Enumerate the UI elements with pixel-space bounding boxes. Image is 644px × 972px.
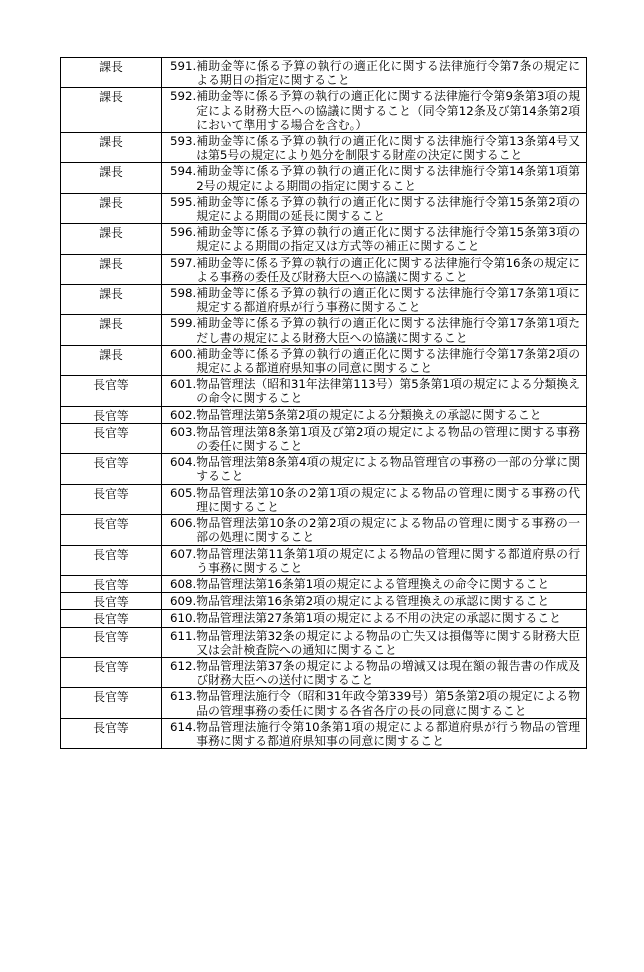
item-entry <box>162 719 586 748</box>
item-number: 612. <box>170 658 197 673</box>
role-label: 長官等 <box>93 547 129 562</box>
item-description: 物品管理法第16条第2項の規定による管理換えの承認に関すること <box>196 594 550 609</box>
item-number: 607. <box>170 546 197 561</box>
role-cell <box>61 688 162 718</box>
table-row <box>61 133 587 163</box>
item-cell <box>162 193 587 223</box>
item-cell <box>162 575 587 592</box>
item-description: 物品管理法第10条の2第2項の規定による物品の管理に関する事務の一部の処理に関すること <box>196 516 580 545</box>
item-cell <box>162 610 587 627</box>
role-cell <box>61 285 162 315</box>
item-cell <box>162 484 587 514</box>
item-cell <box>162 406 587 423</box>
item-number: 603. <box>170 424 197 439</box>
item-entry <box>162 376 586 405</box>
item-description: 補助金等に係る予算の執行の適正化に関する法律施行令第17条第1項ただし書の規定による財務大臣への協議に関すること <box>196 316 580 345</box>
item-entry <box>162 88 586 132</box>
table-row <box>61 224 587 254</box>
table-row <box>61 627 587 657</box>
item-cell <box>162 688 587 718</box>
item-entry <box>162 194 586 223</box>
item-cell <box>162 376 587 406</box>
item-cell <box>162 345 587 375</box>
item-description: 補助金等に係る予算の執行の適正化に関する法律施行令第9条第3項の規定による財務大臣への協議に関すること（同令第12条及び第14条第2項において準用する場合を含む。） <box>196 89 580 132</box>
item-cell <box>162 545 587 575</box>
item-cell <box>162 627 587 657</box>
item-description: 補助金等に係る予算の執行の適正化に関する法律施行令第7条の規定による期日の指定に関すること <box>196 59 580 88</box>
table-body <box>61 58 587 749</box>
role-label: 課長 <box>99 90 123 105</box>
role-cell <box>61 376 162 406</box>
table-row <box>61 406 587 423</box>
item-entry <box>162 163 586 192</box>
item-entry <box>162 454 586 483</box>
role-cell <box>61 484 162 514</box>
item-number: 598. <box>170 286 197 301</box>
item-number: 606. <box>170 516 197 531</box>
table-row <box>61 315 587 345</box>
role-cell <box>61 593 162 610</box>
delegation-table <box>60 57 587 749</box>
item-entry <box>162 546 586 575</box>
item-number: 596. <box>170 225 197 240</box>
item-cell <box>162 58 587 88</box>
item-cell <box>162 163 587 193</box>
table-row <box>61 423 587 453</box>
role-label: 長官等 <box>93 595 129 610</box>
item-entry <box>162 688 586 717</box>
role-cell <box>61 88 162 133</box>
table-row <box>61 254 587 284</box>
role-cell <box>61 163 162 193</box>
table-row <box>61 376 587 406</box>
item-entry <box>162 315 586 344</box>
role-label: 課長 <box>99 256 123 271</box>
item-description: 物品管理法第37条の規定による物品の増減又は現在額の報告書の作成及び財務大臣への送付に関すること <box>196 658 580 688</box>
item-entry <box>162 224 586 253</box>
item-cell <box>162 285 587 315</box>
item-description: 物品管理法第16条第1項の規定による管理換えの命令に関すること <box>196 576 550 591</box>
item-entry <box>162 133 586 162</box>
role-cell <box>61 58 162 88</box>
role-cell <box>61 345 162 375</box>
table-row <box>61 345 587 375</box>
item-cell <box>162 423 587 453</box>
role-label: 課長 <box>99 195 123 210</box>
role-cell <box>61 610 162 627</box>
role-label: 長官等 <box>93 408 129 423</box>
role-label: 長官等 <box>93 456 129 471</box>
role-cell <box>61 627 162 657</box>
item-entry <box>162 485 586 514</box>
item-number: 597. <box>170 255 197 270</box>
item-number: 608. <box>170 576 197 591</box>
item-entry <box>162 593 586 608</box>
item-cell <box>162 254 587 284</box>
role-cell <box>61 133 162 163</box>
role-label: 課長 <box>99 226 123 241</box>
table-row <box>61 88 587 133</box>
item-description: 物品管理法第27条第1項の規定による不用の決定の承認に関すること <box>196 611 561 626</box>
table-row <box>61 163 587 193</box>
item-description: 補助金等に係る予算の執行の適正化に関する法律施行令第15条第3項の規定による期間の指定又は方式等の補正に関すること <box>196 225 580 254</box>
item-entry <box>162 610 586 625</box>
role-label: 長官等 <box>93 690 129 705</box>
item-description: 物品管理法第8条第4項の規定による物品管理官の事務の一部の分掌に関すること <box>196 455 580 484</box>
item-number: 602. <box>170 407 197 422</box>
role-label: 課長 <box>99 135 123 150</box>
table-row <box>61 718 587 748</box>
role-label: 課長 <box>99 165 123 180</box>
table-row <box>61 593 587 610</box>
item-number: 591. <box>170 59 197 73</box>
item-cell <box>162 515 587 545</box>
role-label: 長官等 <box>93 629 129 644</box>
role-cell <box>61 315 162 345</box>
table-row <box>61 545 587 575</box>
role-label: 課長 <box>99 60 123 74</box>
role-cell <box>61 193 162 223</box>
item-number: 610. <box>170 611 197 626</box>
item-description: 物品管理法第10条の2第1項の規定による物品の管理に関する事務の代理に関すること <box>196 485 580 514</box>
role-label: 長官等 <box>93 577 129 592</box>
item-description: 物品管理法施行令（昭和31年政令第339号）第5条第2項の規定による物品の管理事務の委任に関する各省各庁の長の同意に関すること <box>196 689 580 718</box>
item-number: 595. <box>170 194 197 209</box>
item-number: 601. <box>170 377 197 392</box>
role-cell <box>61 406 162 423</box>
item-number: 609. <box>170 594 197 609</box>
item-entry <box>162 255 586 284</box>
item-number: 594. <box>170 164 197 179</box>
role-cell <box>61 657 162 687</box>
item-cell <box>162 718 587 748</box>
item-number: 614. <box>170 719 197 734</box>
role-label: 長官等 <box>93 517 129 532</box>
item-cell <box>162 454 587 484</box>
item-number: 593. <box>170 134 197 149</box>
role-label: 長官等 <box>93 612 129 627</box>
item-entry <box>162 628 586 657</box>
table-row <box>61 193 587 223</box>
item-entry <box>162 346 586 375</box>
item-number: 599. <box>170 316 197 331</box>
item-description: 物品管理法第8条第1項及び第2項の規定による物品の管理に関する事務の委任に関すること <box>196 424 580 454</box>
table-row <box>61 575 587 592</box>
table-row <box>61 454 587 484</box>
role-cell <box>61 515 162 545</box>
table-row <box>61 285 587 315</box>
item-description: 物品管理法第5条第2項の規定による分類換えの承認に関すること <box>196 407 542 422</box>
item-number: 604. <box>170 455 197 470</box>
item-cell <box>162 593 587 610</box>
item-description: 物品管理法施行令第10条第1項の規定による都道府県が行う物品の管理事務に関する都道府県知事の同意に関すること <box>196 719 580 748</box>
item-cell <box>162 657 587 687</box>
item-description: 物品管理法第11条第1項の規定による物品の管理に関する都道府県の行う事務に関すること <box>196 546 580 575</box>
role-label: 長官等 <box>93 425 129 440</box>
item-number: 600. <box>170 346 197 361</box>
item-number: 613. <box>170 689 197 704</box>
item-entry <box>162 515 586 544</box>
role-label: 長官等 <box>93 720 129 735</box>
item-entry <box>162 407 586 422</box>
item-description: 物品管理法（昭和31年法律第113号）第5条第1項の規定による分類換えの命令に関すること <box>196 377 580 406</box>
item-description: 補助金等に係る予算の執行の適正化に関する法律施行令第17条第1項に規定する都道府県が行う事務に関すること <box>196 286 580 315</box>
item-description: 補助金等に係る予算の執行の適正化に関する法律施行令第17条第2項の規定による都道府県知事の同意に関すること <box>196 346 580 376</box>
role-label: 長官等 <box>93 378 129 393</box>
table-row <box>61 688 587 718</box>
role-label: 課長 <box>99 287 123 302</box>
role-cell <box>61 254 162 284</box>
item-description: 補助金等に係る予算の執行の適正化に関する法律施行令第13条第4号又は第5号の規定により処分を制限する財産の決定に関すること <box>196 134 580 163</box>
item-entry <box>162 576 586 591</box>
role-label: 長官等 <box>93 659 129 674</box>
item-entry <box>162 658 586 687</box>
table-row <box>61 610 587 627</box>
item-entry <box>162 424 586 453</box>
table-row <box>61 58 587 88</box>
item-entry <box>162 285 586 314</box>
role-cell <box>61 718 162 748</box>
item-number: 611. <box>170 628 197 643</box>
item-number: 605. <box>170 485 197 500</box>
table-row <box>61 657 587 687</box>
item-cell <box>162 88 587 133</box>
role-cell <box>61 545 162 575</box>
item-description: 補助金等に係る予算の執行の適正化に関する法律施行令第15条第2項の規定による期間の延長に関すること <box>196 194 580 224</box>
item-number: 592. <box>170 89 197 104</box>
role-cell <box>61 454 162 484</box>
role-label: 課長 <box>99 347 123 362</box>
item-description: 物品管理法第32条の規定による物品の亡失又は損傷等に関する財務大臣又は会計検査院への通知に関すること <box>196 628 580 657</box>
item-cell <box>162 315 587 345</box>
role-label: 課長 <box>99 317 123 332</box>
table-row <box>61 484 587 514</box>
role-cell <box>61 575 162 592</box>
role-label: 長官等 <box>93 486 129 501</box>
item-description: 補助金等に係る予算の執行の適正化に関する法律施行令第16条の規定による事務の委任及び財務大臣への協議に関すること <box>196 255 580 284</box>
item-description: 補助金等に係る予算の執行の適正化に関する法律施行令第14条第1項第2号の規定による期間の指定に関すること <box>196 164 580 193</box>
table-row <box>61 515 587 545</box>
item-cell <box>162 133 587 163</box>
role-cell <box>61 423 162 453</box>
item-entry <box>162 58 586 87</box>
role-cell <box>61 224 162 254</box>
item-cell <box>162 224 587 254</box>
